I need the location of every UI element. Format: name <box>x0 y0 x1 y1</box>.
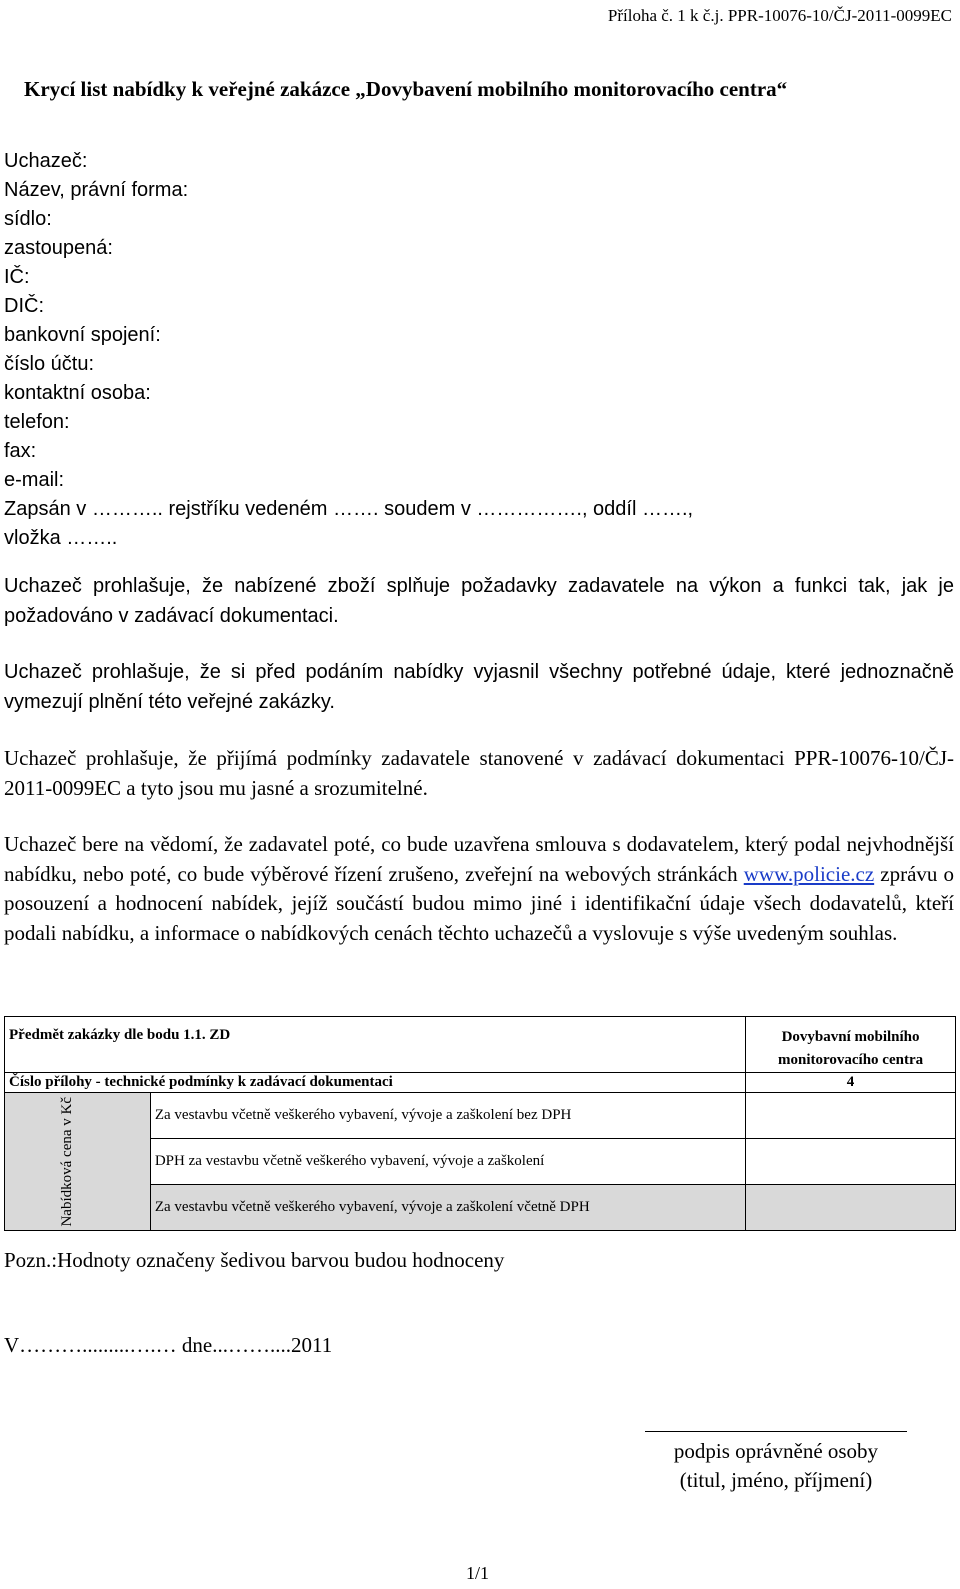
price-row-label-vat: DPH za vestavbu včetně veškerého vybavení, vývoje a zaškolení <box>150 1139 745 1185</box>
signature-line <box>645 1431 907 1432</box>
page-number: 1/1 <box>466 1563 490 1583</box>
declaration-clarified: Uchazeč prohlašuje, že si před podáním nabídky vyjasnil všechny potřebné údaje, které jednoznačně vymezují plnění této veřejné zakázky. <box>4 661 954 713</box>
declaration-conditions: Uchazeč prohlašuje, že přijímá podmínky zadavatele stanovené v zadávací dokumentaci PPR-10076-10/ČJ-2011-0099EC a tyto jsou mu jasné a srozumitelné. <box>4 746 954 800</box>
price-row-label-gross: Za vestavbu včetně veškerého vybavení, vývoje a zaškolení včetně DPH <box>150 1185 745 1231</box>
field-registry: Zapsán v ……….. rejstříku vedeném ……. soudem v ……………., oddíl ……., <box>4 498 694 520</box>
document-reference: Příloha č. 1 k č.j. PPR-10076-10/ČJ-2011-0099EC <box>607 6 952 25</box>
signature-subtitle: (titul, jméno, příjmení) <box>679 1468 873 1492</box>
signature-block <box>645 1437 907 1495</box>
subject-value: Dovybavní mobilního monitorovacího centra <box>746 1017 956 1073</box>
price-value-net[interactable] <box>746 1093 956 1139</box>
subject-label: Předmět zakázky dle bodu 1.1. ZD <box>5 1017 746 1073</box>
attachment-label: Číslo přílohy - technické podmínky k zadávací dokumentaci <box>5 1073 746 1093</box>
field-name-legal-form: Název, právní forma: <box>4 179 189 201</box>
evaluation-note: Pozn.:Hodnoty označeny šedivou barvou budou hodnoceny <box>4 1248 505 1272</box>
field-contact-person: kontaktní osoba: <box>4 382 151 404</box>
field-bank: bankovní spojení: <box>4 324 161 346</box>
field-account-number: číslo účtu: <box>4 353 95 375</box>
publication-text-end: zprávu o posouzení a hodnocení nabídek, jejíž součástí budou mimo jiné i identifikační údaje všech dodavatelů, kteří podali nabídku, a informace o nabídkových cenách těchto uchazečů a vyslovuje s výše uvedeným souhlas. <box>4 861 954 945</box>
field-email: e-mail: <box>4 469 65 491</box>
price-row-label-net: Za vestavbu včetně veškerého vybavení, vývoje a zaškolení bez DPH <box>150 1093 745 1139</box>
field-applicant: Uchazeč: <box>4 150 88 172</box>
applicant-fields <box>4 147 693 553</box>
field-phone: telefon: <box>4 411 70 433</box>
price-label-cell <box>5 1093 151 1231</box>
field-fax: fax: <box>4 440 37 462</box>
declaration-goods: Uchazeč prohlašuje, že nabízené zboží splňuje požadavky zadavatele na výkon a funkci tak, jak je požadováno v zadávací dokumentaci. <box>4 575 954 627</box>
price-value-gross[interactable] <box>746 1185 956 1231</box>
price-label: Nabídková cena v Kč <box>59 1096 76 1227</box>
declaration-publication <box>4 830 954 948</box>
offer-price-table <box>4 1016 956 1231</box>
page-title: Krycí list nabídky k veřejné zakázce „Dovybavení mobilního monitorovacího centra“ <box>24 77 788 101</box>
police-website-link[interactable]: www.policie.cz <box>743 861 875 886</box>
field-ic: IČ: <box>4 266 30 288</box>
field-insert: vložka …….. <box>4 527 118 549</box>
price-value-vat[interactable] <box>746 1139 956 1185</box>
field-dic: DIČ: <box>4 295 44 317</box>
field-seat: sídlo: <box>4 208 52 230</box>
attachment-value: 4 <box>746 1073 956 1093</box>
field-represented: zastoupená: <box>4 237 113 259</box>
signature-title: podpis oprávněné osoby <box>673 1439 879 1463</box>
place-date: V……….........….… dne...……....2011 <box>4 1333 333 1357</box>
publication-text-start: Uchazeč bere na vědomí, že zadavatel poté, co bude uzavřena smlouva s dodavatelem, který podal nejvhodnější nabídku, nebo poté, co bude výběrové řízení zrušeno, zveřejní na webových stránkách <box>4 832 954 886</box>
